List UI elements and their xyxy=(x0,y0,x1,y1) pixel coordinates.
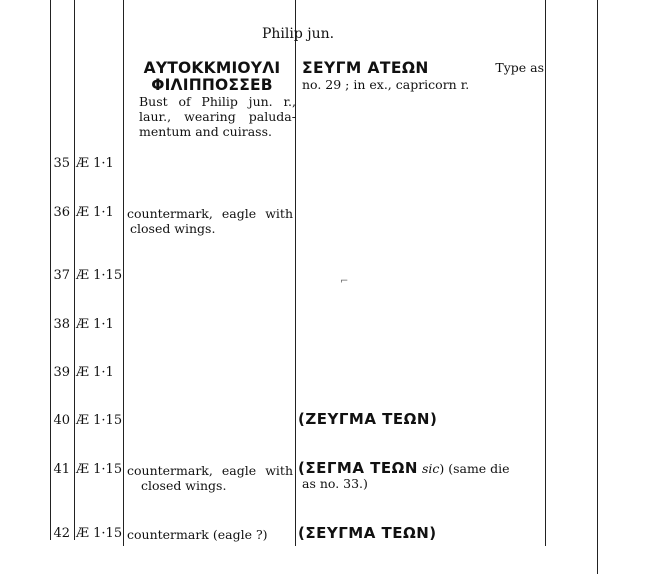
column-rule-obverse xyxy=(295,0,296,546)
entry-number: 37 xyxy=(53,268,70,283)
section-heading: Philip jun. xyxy=(262,26,335,42)
column-rule-right xyxy=(597,0,598,574)
obverse-legend xyxy=(129,60,295,94)
entry-obverse-line1: countermark, eagle with xyxy=(127,206,293,221)
entry-reverse-note xyxy=(298,461,544,491)
entry-reverse-extra: ) (same die xyxy=(439,461,510,476)
column-rule-metal xyxy=(123,0,124,546)
entry-number: 35 xyxy=(53,156,70,171)
entry-reverse-note xyxy=(298,526,544,541)
entry-number: 42 xyxy=(53,526,70,541)
entry-reverse-note xyxy=(298,412,544,427)
entry-number: 40 xyxy=(53,413,70,428)
entry-metal-size: Æ 1·15 xyxy=(76,462,123,477)
column-rule-number xyxy=(74,0,75,540)
entry-reverse-legend: (ΣΕΥΓΜΑ ΤΕΩΝ) xyxy=(298,524,437,542)
obverse-description: Bust of Philip jun. r., laur., wearing paluda- mentum and cuirass. xyxy=(139,94,296,139)
entry-metal-size: Æ 1·15 xyxy=(76,268,123,283)
obverse-legend-line1: ΑΥΤΟΚΚΜΙΟΥΛΙ xyxy=(143,59,281,77)
entry-obverse-note xyxy=(127,527,293,542)
reverse-description-a: Type as xyxy=(495,60,544,75)
entry-obverse-note xyxy=(127,463,293,493)
entry-metal-size: Æ 1·1 xyxy=(76,317,114,332)
entry-number: 39 xyxy=(53,365,70,380)
entry-number: 38 xyxy=(53,317,70,332)
entry-obverse-line2: closed wings. xyxy=(141,478,227,493)
entry-reverse-legend: (ΣΕΓΜΑ ΤΕΩΝ xyxy=(298,459,418,477)
stray-mark: ⌐ xyxy=(340,276,349,287)
entry-metal-size: Æ 1·1 xyxy=(76,156,114,171)
entry-number: 41 xyxy=(53,462,70,477)
reverse-description-block xyxy=(302,60,544,93)
obverse-legend-line2: ΦΙΛΙΠΠΟΣΣΕΒ xyxy=(151,76,273,94)
entry-metal-size: Æ 1·15 xyxy=(76,413,123,428)
entry-metal-size: Æ 1·15 xyxy=(76,526,123,541)
entry-obverse-line1: countermark, eagle with xyxy=(127,463,293,478)
entry-metal-size: Æ 1·1 xyxy=(76,365,114,380)
entry-obverse-line1: countermark (eagle ?) xyxy=(127,527,268,542)
entry-number: 36 xyxy=(53,205,70,220)
entry-reverse-line2: as no. 33.) xyxy=(302,476,368,491)
reverse-description-b: no. 29 ; in ex., capricorn r. xyxy=(302,77,470,92)
entry-obverse-line2: closed wings. xyxy=(130,221,216,236)
entry-reverse-sic: sic xyxy=(421,461,440,476)
column-rule-reverse xyxy=(545,0,546,546)
entry-reverse-legend: (ΖΕΥΓΜΑ ΤΕΩΝ) xyxy=(298,410,438,428)
entry-obverse-note xyxy=(127,206,293,236)
reverse-legend: ΣΕΥΓΜ ΑΤΕΩΝ xyxy=(302,59,429,77)
entry-metal-size: Æ 1·1 xyxy=(76,205,114,220)
